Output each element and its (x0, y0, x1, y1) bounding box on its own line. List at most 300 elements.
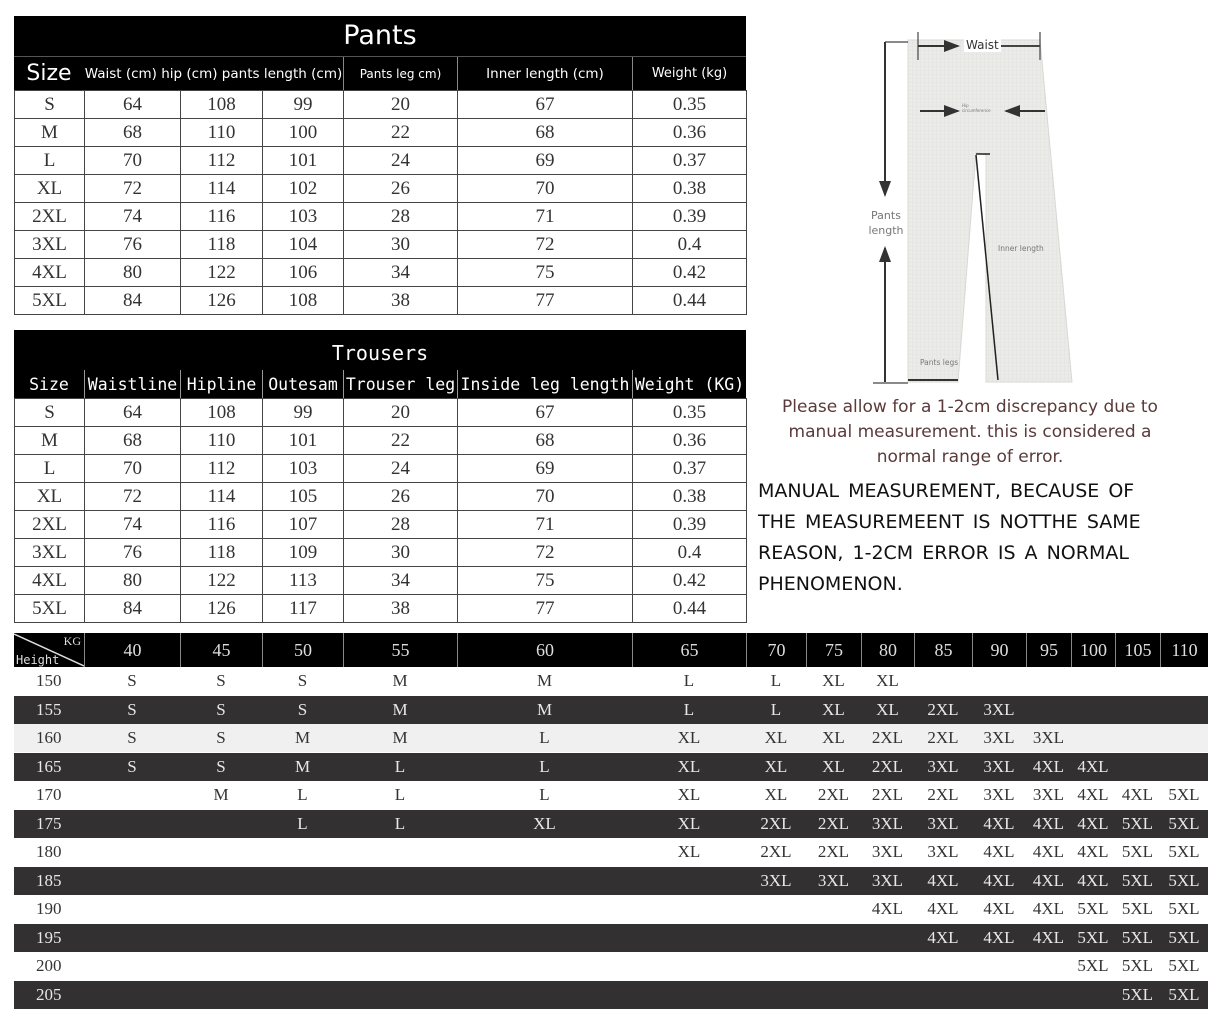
size-recommendation-cell (1071, 696, 1115, 724)
pants-row (15, 231, 747, 259)
pants-cell-waist: 74 (85, 203, 181, 231)
size-recommendation-cell: 4XL (1077, 842, 1109, 861)
trousers-cell-hip: 114 (181, 483, 263, 511)
size-recommendation-cell: L (539, 728, 550, 747)
size-recommendation-cell: XL (677, 757, 701, 776)
pants-cell-waist: 80 (85, 259, 181, 287)
size-recommendation-cell: 4XL (983, 899, 1015, 918)
pants-cell-waist: 72 (85, 175, 181, 203)
trousers-cell-hip: 122 (181, 567, 263, 595)
size-recommendation-cell: 2XL (817, 785, 850, 804)
pants-cell-length: 102 (263, 175, 344, 203)
size-recommendation-cell: 2XL (760, 814, 792, 833)
trousers-cell-weight: 0.39 (633, 511, 747, 539)
size-recommendation-cell (746, 952, 806, 980)
size-recommendation-cell: L (394, 785, 406, 804)
size-recommendation-cell: 4XL (983, 842, 1015, 861)
height-row (14, 667, 1208, 695)
size-recommendation-cell (1115, 667, 1160, 695)
pants-cell-inner: 72 (458, 231, 633, 259)
size-recommendation-cell (84, 838, 180, 866)
height-row (14, 923, 1208, 952)
size-recommendation-cell: 4XL (1077, 871, 1109, 890)
weight-header-105: 105 (1115, 633, 1160, 667)
pants-cell-waist: 68 (85, 119, 181, 147)
size-recommendation-cell (1115, 696, 1160, 724)
height-row (14, 866, 1208, 895)
size-recommendation-cell: 2XL (817, 814, 850, 833)
size-recommendation-cell: 5XL (1168, 899, 1200, 918)
trousers-cell-waist: 84 (85, 595, 181, 623)
trousers-cell-weight: 0.42 (633, 567, 747, 595)
trousers-cell-leg: 28 (344, 511, 458, 539)
size-recommendation-cell: XL (822, 757, 845, 776)
size-recommendation-cell (84, 867, 180, 895)
size-recommendation-cell (343, 924, 457, 952)
weight-header-50: 50 (262, 633, 343, 667)
size-recommendation-cell (457, 924, 632, 952)
size-recommendation-cell: XL (822, 671, 845, 690)
size-recommendation-cell: 4XL (1077, 785, 1109, 804)
trousers-cell-weight: 0.35 (633, 399, 747, 427)
size-recommendation-cell (632, 952, 746, 980)
size-recommendation-cell: 5XL (1077, 928, 1109, 947)
size-recommendation-cell: 5XL (1121, 899, 1154, 918)
height-row (14, 838, 1208, 866)
pants-cell-waist: 64 (85, 91, 181, 119)
size-recommendation-cell: XL (533, 814, 556, 833)
size-recommendation-cell: L (539, 757, 550, 776)
pants-cell-hip: 110 (181, 119, 263, 147)
trousers-cell-inside: 69 (458, 455, 633, 483)
size-recommendation-cell: 5XL (1121, 985, 1154, 1004)
trousers-cell-weight: 0.38 (633, 483, 747, 511)
trousers-row (15, 455, 747, 483)
trousers-cell-waist: 76 (85, 539, 181, 567)
trousers-cell-size: L (15, 455, 85, 483)
size-recommendation-cell: S (216, 700, 226, 719)
pants-row (15, 259, 747, 287)
trousers-cell-weight: 0.37 (633, 455, 747, 483)
size-recommendation-cell: XL (764, 785, 788, 804)
size-recommendation-cell (1071, 981, 1115, 1009)
size-recommendation-cell: L (297, 814, 308, 833)
pants-cell-inner: 70 (458, 175, 633, 203)
size-recommendation-cell (806, 981, 861, 1009)
size-recommendation-cell (1115, 753, 1160, 781)
height-row (14, 809, 1208, 838)
size-recommendation-cell (1160, 724, 1208, 752)
corner-height-label: Height (16, 653, 60, 667)
size-recommendation-cell (343, 981, 457, 1009)
size-recommendation-cell (746, 895, 806, 923)
size-recommendation-cell (180, 924, 262, 952)
size-recommendation-cell (180, 838, 262, 866)
size-recommendation-cell (1071, 724, 1115, 752)
size-recommendation-cell (632, 895, 746, 923)
size-recommendation-cell (457, 838, 632, 866)
height-value: 205 (36, 985, 62, 1004)
height-row (14, 752, 1208, 781)
size-recommendation-cell (457, 867, 632, 895)
size-recommendation-cell: 2XL (927, 728, 959, 747)
pants-cell-length: 103 (263, 203, 344, 231)
trousers-row (15, 427, 747, 455)
pants-cell-leg: 20 (344, 91, 458, 119)
pants-cell-hip: 126 (181, 287, 263, 315)
size-recommendation-cell (1026, 667, 1071, 695)
pants-cell-length: 101 (263, 147, 344, 175)
size-recommendation-cell: 3XL (871, 871, 904, 890)
pants-cell-length: 100 (263, 119, 344, 147)
size-recommendation-cell: 5XL (1168, 871, 1200, 890)
pants-cell-length: 104 (263, 231, 344, 259)
size-recommendation-cell: 5XL (1168, 785, 1200, 804)
pants-cell-weight: 0.37 (633, 147, 747, 175)
size-recommendation-cell: 5XL (1077, 899, 1109, 918)
trousers-cell-waist: 74 (85, 511, 181, 539)
size-recommendation-cell: XL (876, 671, 899, 690)
size-recommendation-cell: S (216, 728, 226, 747)
weight-header-55: 55 (343, 633, 457, 667)
size-recommendation-cell (343, 895, 457, 923)
header-outseam: Outesam (262, 370, 343, 398)
trousers-row (15, 539, 747, 567)
pants-table-title: Pants (14, 16, 746, 56)
size-recommendation-cell: M (294, 757, 311, 776)
size-recommendation-cell (457, 981, 632, 1009)
size-recommendation-cell: S (216, 757, 226, 776)
height-row (14, 724, 1208, 752)
pants-cell-size: 4XL (15, 259, 85, 287)
pants-cell-weight: 0.38 (633, 175, 747, 203)
pants-cell-weight: 0.36 (633, 119, 747, 147)
size-recommendation-cell: XL (677, 814, 701, 833)
size-recommendation-cell: XL (822, 728, 845, 747)
size-recommendation-cell (1160, 667, 1208, 695)
size-recommendation-cell: L (394, 757, 406, 776)
header-size: Size (26, 61, 72, 86)
trousers-row (15, 595, 747, 623)
trousers-cell-outseam: 107 (263, 511, 344, 539)
size-recommendation-cell: S (127, 728, 137, 747)
size-recommendation-cell (914, 667, 972, 695)
weight-header-95: 95 (1026, 633, 1071, 667)
size-recommendation-cell (84, 924, 180, 952)
discrepancy-note: Please allow for a 1-2cm discrepancy due to manual measurement. this is considered a normal range of error. (782, 397, 1158, 467)
size-recommendation-cell: 4XL (1032, 899, 1065, 918)
pants-cell-waist: 70 (85, 147, 181, 175)
weight-header-65: 65 (632, 633, 746, 667)
trousers-cell-waist: 68 (85, 427, 181, 455)
pants-cell-inner: 71 (458, 203, 633, 231)
size-recommendation-cell (84, 895, 180, 923)
size-recommendation-cell (1115, 724, 1160, 752)
trousers-size-table (14, 330, 746, 623)
size-recommendation-cell: S (127, 757, 137, 776)
trousers-cell-leg: 22 (344, 427, 458, 455)
size-recommendation-cell (746, 981, 806, 1009)
size-recommendation-cell: XL (677, 842, 701, 861)
height-row (14, 781, 1208, 809)
size-recommendation-cell: 3XL (760, 871, 792, 890)
size-recommendation-cell: 4XL (1032, 814, 1065, 833)
size-recommendation-cell: 4XL (1032, 842, 1065, 861)
trousers-cell-outseam: 109 (263, 539, 344, 567)
pants-cell-weight: 0.42 (633, 259, 747, 287)
height-weight-size-chart (14, 633, 1208, 1009)
height-value: 190 (36, 899, 62, 918)
pants-cell-leg: 38 (344, 287, 458, 315)
pants-cell-waist: 84 (85, 287, 181, 315)
trousers-cell-waist: 80 (85, 567, 181, 595)
size-recommendation-cell (746, 924, 806, 952)
trousers-cell-size: XL (15, 483, 85, 511)
weight-header-60: 60 (457, 633, 632, 667)
size-recommendation-cell: S (127, 671, 137, 690)
pants-cell-leg: 30 (344, 231, 458, 259)
pants-cell-hip: 118 (181, 231, 263, 259)
trousers-row (15, 483, 747, 511)
size-recommendation-cell: 5XL (1168, 956, 1200, 975)
trousers-cell-inside: 75 (458, 567, 633, 595)
label-inner-length: Inner length (998, 244, 1044, 253)
weight-header-75: 75 (806, 633, 861, 667)
size-recommendation-cell: 4XL (1032, 928, 1065, 947)
header-size: Size (29, 374, 69, 394)
size-recommendation-cell: 2XL (927, 785, 959, 804)
size-recommendation-cell (84, 981, 180, 1009)
size-recommendation-cell: 3XL (983, 785, 1015, 804)
header-inner-length: Inner length (cm) (457, 57, 632, 90)
size-recommendation-cell (861, 924, 914, 952)
size-recommendation-cell: 2XL (817, 842, 850, 861)
pants-row (15, 203, 747, 231)
pants-cell-inner: 75 (458, 259, 633, 287)
pants-cell-size: S (15, 91, 85, 119)
size-recommendation-cell (914, 952, 972, 980)
pants-cell-size: M (15, 119, 85, 147)
pants-row (15, 119, 747, 147)
weight-header-90: 90 (972, 633, 1026, 667)
size-recommendation-cell (343, 867, 457, 895)
size-recommendation-cell: 2XL (871, 785, 904, 804)
pants-table-body (14, 90, 747, 315)
label-pants-length: Pants length (868, 209, 904, 237)
size-recommendation-cell: XL (764, 728, 788, 747)
trousers-row (15, 399, 747, 427)
size-recommendation-cell (806, 895, 861, 923)
trousers-cell-outseam: 117 (263, 595, 344, 623)
pants-cell-size: 5XL (15, 287, 85, 315)
pants-cell-length: 99 (263, 91, 344, 119)
height-value: 170 (36, 785, 62, 804)
size-recommendation-cell: 3XL (927, 814, 959, 833)
size-recommendation-cell (180, 981, 262, 1009)
height-row (14, 695, 1208, 724)
weight-header-40: 40 (84, 633, 180, 667)
header-inside-leg: Inside leg length (457, 370, 632, 398)
size-recommendation-cell: 4XL (1077, 757, 1109, 776)
pants-cell-hip: 112 (181, 147, 263, 175)
trousers-cell-weight: 0.36 (633, 427, 747, 455)
pants-cell-size: 2XL (15, 203, 85, 231)
height-row (14, 895, 1208, 923)
trousers-row (15, 511, 747, 539)
size-recommendation-cell (806, 952, 861, 980)
trousers-cell-waist: 70 (85, 455, 181, 483)
size-recommendation-cell: 3XL (871, 814, 904, 833)
trousers-cell-leg: 34 (344, 567, 458, 595)
trousers-cell-leg: 26 (344, 483, 458, 511)
trousers-cell-hip: 110 (181, 427, 263, 455)
weight-header-100: 100 (1071, 633, 1115, 667)
size-recommendation-cell: XL (764, 757, 788, 776)
size-recommendation-cell: 4XL (983, 928, 1015, 947)
weight-header-110: 110 (1160, 633, 1208, 667)
label-hip: Hip circumference (962, 103, 991, 113)
size-recommendation-cell: M (213, 785, 229, 804)
height-value: 180 (36, 842, 62, 861)
size-recommendation-cell (262, 981, 343, 1009)
size-recommendation-cell: L (539, 785, 550, 804)
pants-cell-leg: 22 (344, 119, 458, 147)
trousers-cell-leg: 24 (344, 455, 458, 483)
size-recommendation-cell: M (392, 671, 408, 690)
size-recommendation-cell (262, 838, 343, 866)
size-recommendation-cell (972, 981, 1026, 1009)
size-recommendation-cell: 4XL (927, 928, 959, 947)
size-recommendation-cell (343, 838, 457, 866)
size-recommendation-cell: 2XL (871, 728, 904, 747)
pants-cell-hip: 116 (181, 203, 263, 231)
trousers-row (15, 567, 747, 595)
trousers-cell-hip: 112 (181, 455, 263, 483)
size-recommendation-cell (1071, 667, 1115, 695)
weight-header-85: 85 (914, 633, 972, 667)
size-recommendation-cell: 5XL (1077, 956, 1109, 975)
trousers-cell-hip: 118 (181, 539, 263, 567)
size-recommendation-cell: S (297, 671, 308, 690)
size-recommendation-cell: S (216, 671, 226, 690)
trousers-table-title: Trousers (14, 330, 746, 370)
size-recommendation-cell: S (297, 700, 308, 719)
trousers-cell-leg: 30 (344, 539, 458, 567)
size-recommendation-cell (457, 895, 632, 923)
trousers-cell-size: S (15, 399, 85, 427)
size-recommendation-cell (180, 867, 262, 895)
size-recommendation-cell: 5XL (1121, 956, 1154, 975)
header-trouser-leg: Trouser leg (343, 370, 457, 398)
pants-cell-length: 108 (263, 287, 344, 315)
trousers-cell-outseam: 101 (263, 427, 344, 455)
size-recommendation-cell: 4XL (927, 899, 959, 918)
size-recommendation-cell: 5XL (1168, 928, 1200, 947)
pants-cell-leg: 24 (344, 147, 458, 175)
size-recommendation-cell (972, 952, 1026, 980)
size-recommendation-cell: 4XL (1032, 757, 1065, 776)
size-recommendation-cell (972, 667, 1026, 695)
size-recommendation-cell: L (394, 814, 406, 833)
pants-cell-size: XL (15, 175, 85, 203)
pants-cell-hip: 108 (181, 91, 263, 119)
header-waistline: Waistline (84, 370, 180, 398)
corner-kg-label: KG (63, 634, 81, 648)
size-recommendation-cell (343, 952, 457, 980)
size-recommendation-cell: 3XL (1032, 728, 1065, 747)
trousers-cell-inside: 71 (458, 511, 633, 539)
size-recommendation-cell (457, 952, 632, 980)
trousers-cell-hip: 116 (181, 511, 263, 539)
size-recommendation-cell: 4XL (927, 871, 959, 890)
size-recommendation-cell: 4XL (983, 871, 1015, 890)
size-recommendation-cell: XL (822, 700, 845, 719)
height-value: 165 (36, 757, 62, 776)
pants-cell-length: 106 (263, 259, 344, 287)
pants-cell-leg: 28 (344, 203, 458, 231)
size-recommendation-cell (806, 924, 861, 952)
trousers-cell-inside: 77 (458, 595, 633, 623)
size-recommendation-cell: L (770, 700, 782, 719)
size-recommendation-cell (262, 952, 343, 980)
size-recommendation-cell (861, 952, 914, 980)
size-recommendation-cell (1026, 952, 1071, 980)
size-recommendation-cell: 4XL (871, 899, 904, 918)
size-recommendation-cell (180, 895, 262, 923)
pants-cell-hip: 114 (181, 175, 263, 203)
header-weight: Weight (KG) (632, 370, 746, 398)
size-recommendation-cell (1026, 981, 1071, 1009)
pants-cell-weight: 0.44 (633, 287, 747, 315)
size-recommendation-cell: 4XL (1032, 871, 1065, 890)
size-recommendation-cell (180, 952, 262, 980)
height-value: 185 (36, 871, 62, 890)
size-recommendation-cell: S (127, 700, 137, 719)
pants-cell-size: L (15, 147, 85, 175)
weight-header-45: 45 (180, 633, 262, 667)
height-value: 195 (36, 928, 62, 947)
height-row (14, 980, 1208, 1009)
measurement-error-note: MANUAL MEASUREMENT, BECAUSE OF THE MEASUREMEENT IS NOTTHE SAME REASON, 1-2CM ERROR IS A NORMAL PHENOMENON. (758, 480, 1141, 595)
trousers-cell-outseam: 99 (263, 399, 344, 427)
size-recommendation-cell (914, 981, 972, 1009)
trousers-cell-inside: 68 (458, 427, 633, 455)
height-weight-body (14, 667, 1208, 1009)
size-recommendation-cell (1160, 696, 1208, 724)
size-recommendation-cell (632, 981, 746, 1009)
size-recommendation-cell: L (297, 785, 308, 804)
trousers-cell-outseam: 103 (263, 455, 344, 483)
header-pants-leg: Pants leg cm) (343, 57, 457, 90)
trousers-cell-outseam: 105 (263, 483, 344, 511)
size-recommendation-cell (632, 924, 746, 952)
pants-row (15, 147, 747, 175)
size-recommendation-cell: 3XL (983, 700, 1015, 719)
corner-cell (14, 633, 84, 667)
size-recommendation-cell: M (392, 728, 408, 747)
pants-row (15, 91, 747, 119)
height-value: 200 (36, 956, 62, 975)
pants-row (15, 287, 747, 315)
size-recommendation-cell: 4XL (983, 814, 1015, 833)
size-recommendation-cell (1160, 753, 1208, 781)
size-recommendation-cell: XL (677, 728, 701, 747)
trousers-cell-inside: 70 (458, 483, 633, 511)
size-recommendation-cell: M (536, 671, 553, 690)
pants-cell-leg: 34 (344, 259, 458, 287)
pants-cell-waist: 76 (85, 231, 181, 259)
trousers-cell-size: M (15, 427, 85, 455)
